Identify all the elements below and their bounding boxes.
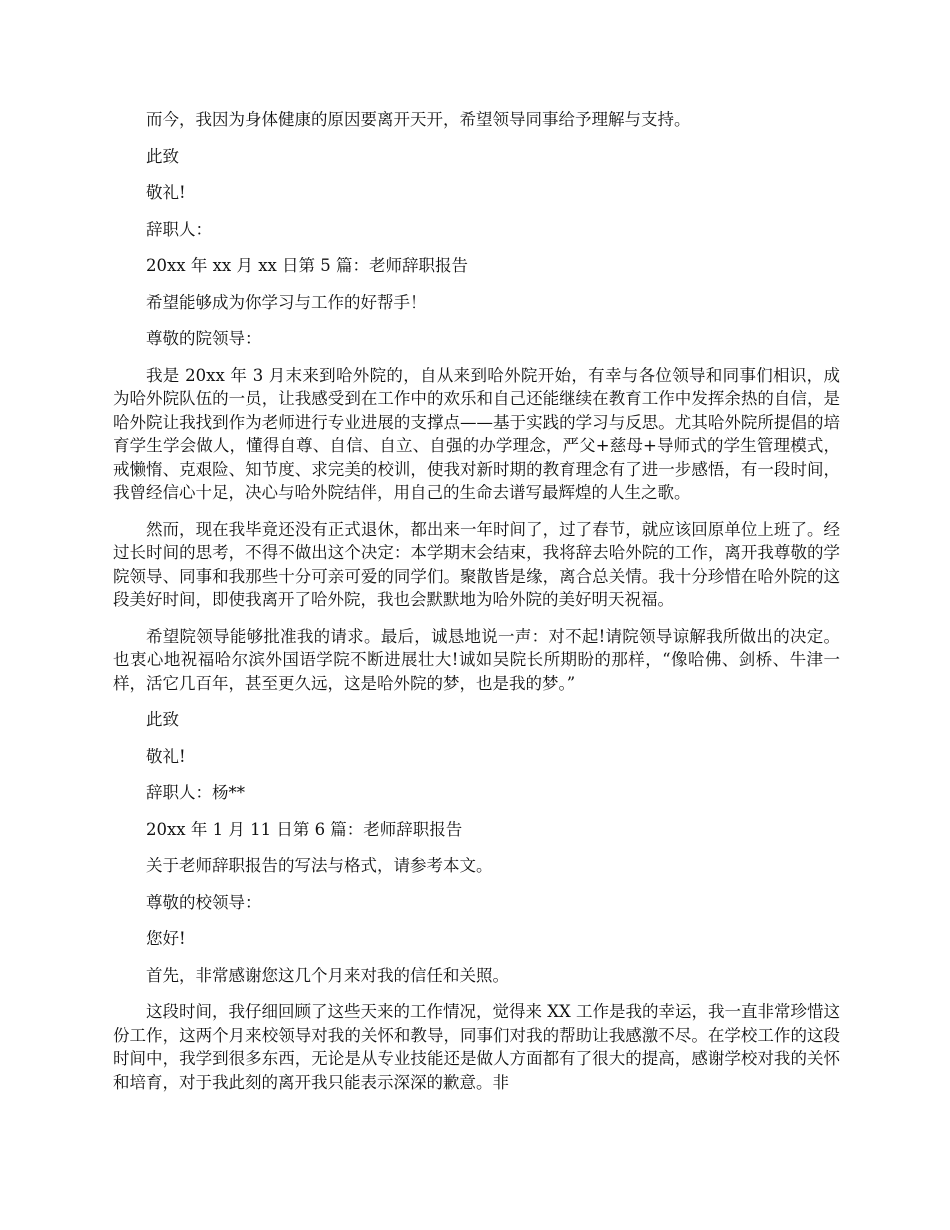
closing-salutation: 此致 (146, 146, 179, 166)
signature-line: 辞职人： (146, 219, 212, 239)
paragraph: 这段时间，我仔细回顾了这些天来的工作情况，觉得来 XX 工作是我的幸运，我一直非常珍惜这份工作，这两个月来校领导对我的关怀和教导，同事们对我的帮助让我感激不尽。在学校工作的这段时间中，我学到很多东西，无论是从专业技能还是做人方面都有了很大的提高，感谢学校对我的关怀和培育，对于我此刻的离开我只能表示深深的歉意。非 (113, 1002, 840, 1092)
signature-line: 辞职人：杨** (146, 783, 245, 802)
section-heading: 20xx 年 1 月 11 日第 6 篇：老师辞职报告 (146, 819, 463, 839)
paragraph: 关于老师辞职报告的写法与格式，请参考本文。 (146, 856, 493, 875)
paragraph: 我是 20xx 年 3 月末来到哈外院的，自从来到哈外院开始，有幸与各位领导和同事们相识，成为哈外院队伍的一员，让我感受到在工作中的欢乐和自己还能继续在教育工作中发挥余热的自信，是哈外院让我找到作为老师进行专业进展的支撑点——基于实践的学习与反思。尤其哈外院所提倡的培育学生学会做人，懂得自尊、自信、自立、自强的办学理念，严父+慈母+导师式的学生管理模式，戒懒惰、克艰险、知节度、求完美的校训，使我对新时期的教育理念有了进一步感悟，有一段时间，我曾经信心十足，决心与哈外院结伴，用自己的生命去谱写最辉煌的人生之歌。 (113, 365, 840, 502)
paragraph: 然而，现在我毕竟还没有正式退休，都出来一年时间了，过了春节，就应该回原单位上班了。经过长时间的思考，不得不做出这个决定：本学期末会结束，我将辞去哈外院的工作，离开我尊敬的学院领导、同事和我那些十分可亲可爱的同学们。聚散皆是缘，离合总关情。我十分珍惜在哈外院的这段美好时间，即使我离开了哈外院，我也会默默地为哈外院的美好明天祝福。 (113, 519, 840, 609)
paragraph: 希望院领导能够批准我的请求。最后，诚恳地说一声：对不起!请院领导谅解我所做出的决定。也衷心地祝福哈尔滨外国语学院不断进展壮大!诚如吴院长所期盼的那样，“像哈佛、剑桥、牛津一样，活它几百年，甚至更久远，这是哈外院的梦，也是我的梦。” (113, 626, 840, 693)
greeting: 尊敬的校领导： (146, 892, 262, 912)
closing-regards: 敬礼! (146, 746, 186, 766)
paragraph: 首先，非常感谢您这几个月来对我的信任和关照。 (146, 965, 509, 985)
greeting: 尊敬的院领导： (146, 329, 262, 348)
closing-salutation: 此致 (146, 710, 179, 729)
document-body (113, 108, 840, 1107)
paragraph: 希望能够成为你学习与工作的好帮手！ (146, 292, 427, 312)
section-heading: 20xx 年 xx 月 xx 日第 5 篇：老师辞职报告 (146, 256, 469, 275)
paragraph: 而今，我因为身体健康的原因要离开天开，希望领导同事给予理解与支持。 (146, 110, 691, 129)
greeting: 您好! (146, 929, 186, 948)
closing-regards: 敬礼! (146, 183, 186, 202)
